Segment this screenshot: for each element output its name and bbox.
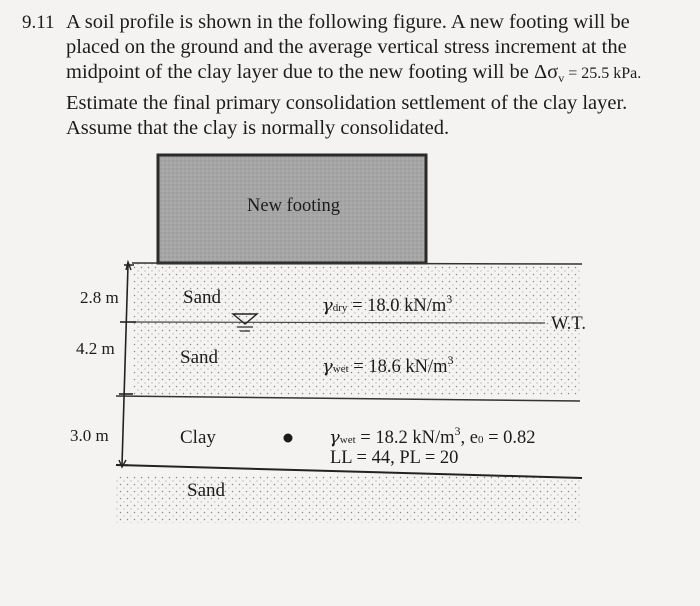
problem-line-2: placed on the ground and the average vertical stress increment at the [66,36,627,58]
ground-surface-line [132,263,582,264]
depth-label-1: 2.8 m [80,288,119,307]
delta-sigma-subscript: v [558,71,565,85]
depth-label-3: 3.0 m [70,426,109,445]
problem-number: 9.11 [22,12,55,33]
sand-2-unit-weight: γwet = 18.6 $kN/m^3$ [322,353,454,377]
depth-label-2: 4.2 m [76,339,115,358]
layer-label-clay: Clay [180,427,216,448]
depth-dimension-line [122,265,128,465]
problem-line-1: A soil profile is shown in the following figure. A new footing will be [66,11,630,33]
problem-line-4: Estimate the final primary consolidation settlement of the clay layer. [66,92,628,114]
clay-unit-weight-void-ratio: γwet = 18.2 $kN/m^3$, e0 = 0.82 [329,424,536,448]
layer-label-sand-1: Sand [183,287,221,308]
clay-midpoint-dot [284,434,293,443]
sand-clay-boundary [116,396,580,401]
delta-sigma-value: = 25.5 kPa. [564,65,642,82]
layer-label-sand-3: Sand [187,480,225,501]
water-table-label: W.T. [551,314,586,334]
sand-1-unit-weight: γdry = 18.0 $kN/m^3$ [322,292,453,316]
problem-line-5: Assume that the clay is normally consolidated. [66,117,450,139]
sand-bottom-fill [116,475,580,523]
layer-label-sand-2: Sand [180,347,218,368]
footing-label: New footing [247,196,340,216]
problem-line-3-text: midpoint of the clay layer due to the new footing will be Δσ [66,61,559,83]
clay-atterberg-limits: LL = 44, PL = 20 [330,448,459,468]
